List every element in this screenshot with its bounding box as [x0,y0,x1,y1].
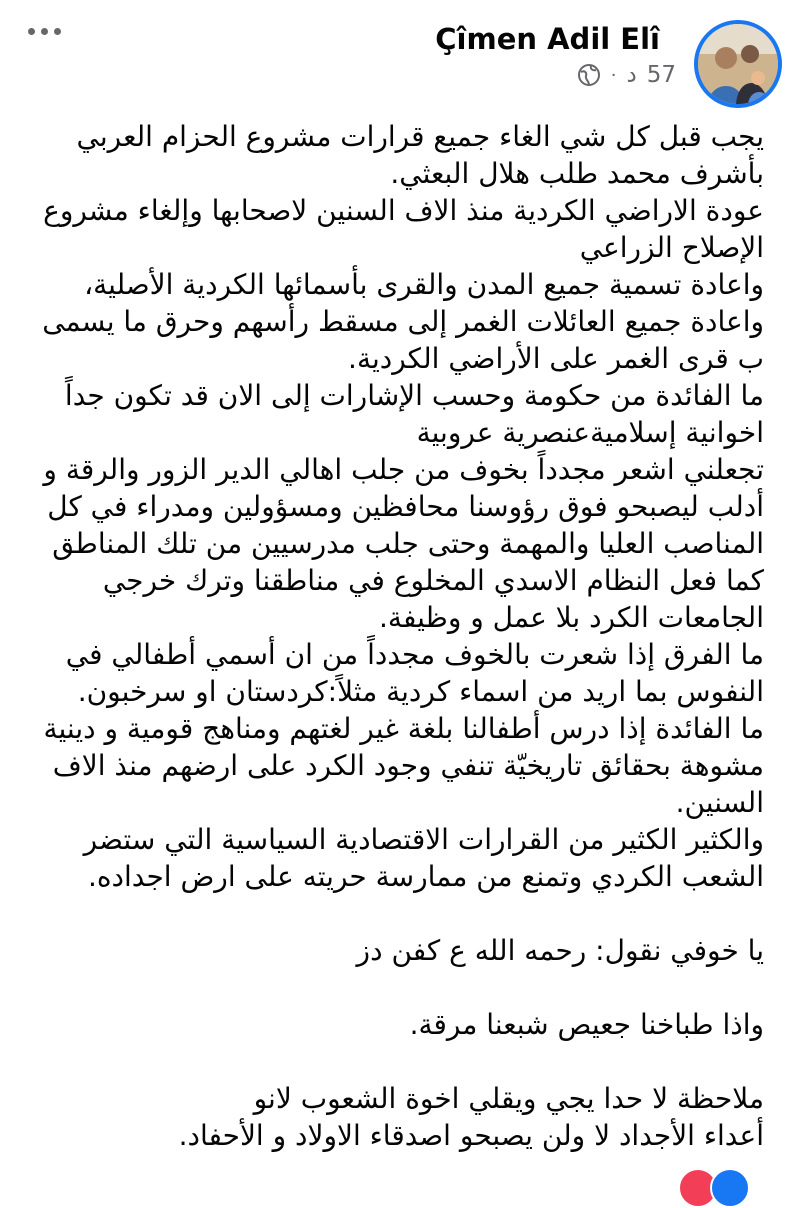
post-blank-line [24,1043,764,1080]
post-line: ب قرى الغمر على الأراضي الكردية. [348,342,764,375]
avatar[interactable] [694,20,782,108]
post-line: ما الفائدة من حكومة وحسب الإشارات إلى الان قد تكون جداً [64,379,764,412]
post-time[interactable]: 57 [646,62,676,88]
meta-dot: · [610,64,617,86]
post-line: المناصب العليا والمهمة وحتى جلب مدرسيين من تلك المناطق [52,527,764,560]
post-line: واذا طباخنا جعيص شبعنا مرقة. [409,1008,764,1041]
post-line: السنين. [675,786,764,819]
author-name[interactable]: Çîmen Adil Elî [435,22,660,56]
post-blank-line [24,969,764,1006]
reaction-icons[interactable] [686,1168,750,1208]
post-line: تجعلني اشعر مجدداً بخوف من جلب اهالي الدير الزور والرقة و [43,453,764,486]
post-line: اخوانية إسلاميةعنصرية عروبية [416,416,764,449]
post-line: أدلب ليصبحو فوق رؤوسنا محافظين ومسؤولين ومدراء في كل [47,490,764,523]
post-meta [577,62,676,88]
post-line: أعداء الأجداد لا ولن يصبحو اصدقاء الاولاد و الأحفاد. [178,1119,764,1152]
post-line: كما فعل النظام الاسدي المخلوع في مناطقنا وترك خرجي [102,564,764,597]
post-line: الإصلاح الزراعي [579,231,764,264]
post-line: الجامعات الكرد بلا عمل و وظيفة. [379,601,764,634]
post-blank-line [24,895,764,932]
post-line: عودة الاراضي الكردية منذ الاف السنين لاصحابها وإلغاء مشروع [43,194,764,227]
more-options-icon[interactable] [28,28,61,35]
post-line: ملاحظة لا حدا يجي ويقلي اخوة الشعوب لانو [253,1082,764,1115]
like-reaction-icon [710,1168,750,1208]
post-header [0,0,790,110]
post-line: ما الفرق إذا شعرت بالخوف مجدداً من ان أسمي أطفالي في [65,638,764,671]
post-line: النفوس بما اريد من اسماء كردية مثلاً:كردستان او سرخبون. [77,675,764,708]
post-line: يجب قبل كل شي الغاء جميع قرارات مشروع الحزام العربي [76,120,764,153]
globe-icon[interactable] [577,63,601,87]
post-line: يا خوفي نقول: رحمه الله ع كفن دز [356,934,764,967]
post-line: بأشرف محمد طلب هلال البعثي. [390,157,764,190]
post-line: مشوهة بحقائق تاريخيّة تنفي وجود الكرد على ارضهم منذ الاف [52,749,764,782]
post-line: والكثير الكثير من القرارات الاقتصادية السياسية التي ستضر [83,823,764,856]
post-body [24,118,764,1154]
post-line: الشعب الكردي وتمنع من ممارسة حريته على ارض اجداده. [87,860,764,893]
post-line: ما الفائدة إذا درس أطفالنا بلغة غير لغتهم ومناهج قومية و دينية [43,712,764,745]
post-line: واعادة تسمية جميع المدن والقرى بأسمائها الكردية الأصلية، [84,268,764,301]
avatar-photo [698,24,778,104]
time-unit: د [626,62,637,88]
post-line: واعادة جميع العائلات الغمر إلى مسقط رأسهم وحرق ما يسمى [42,305,764,338]
